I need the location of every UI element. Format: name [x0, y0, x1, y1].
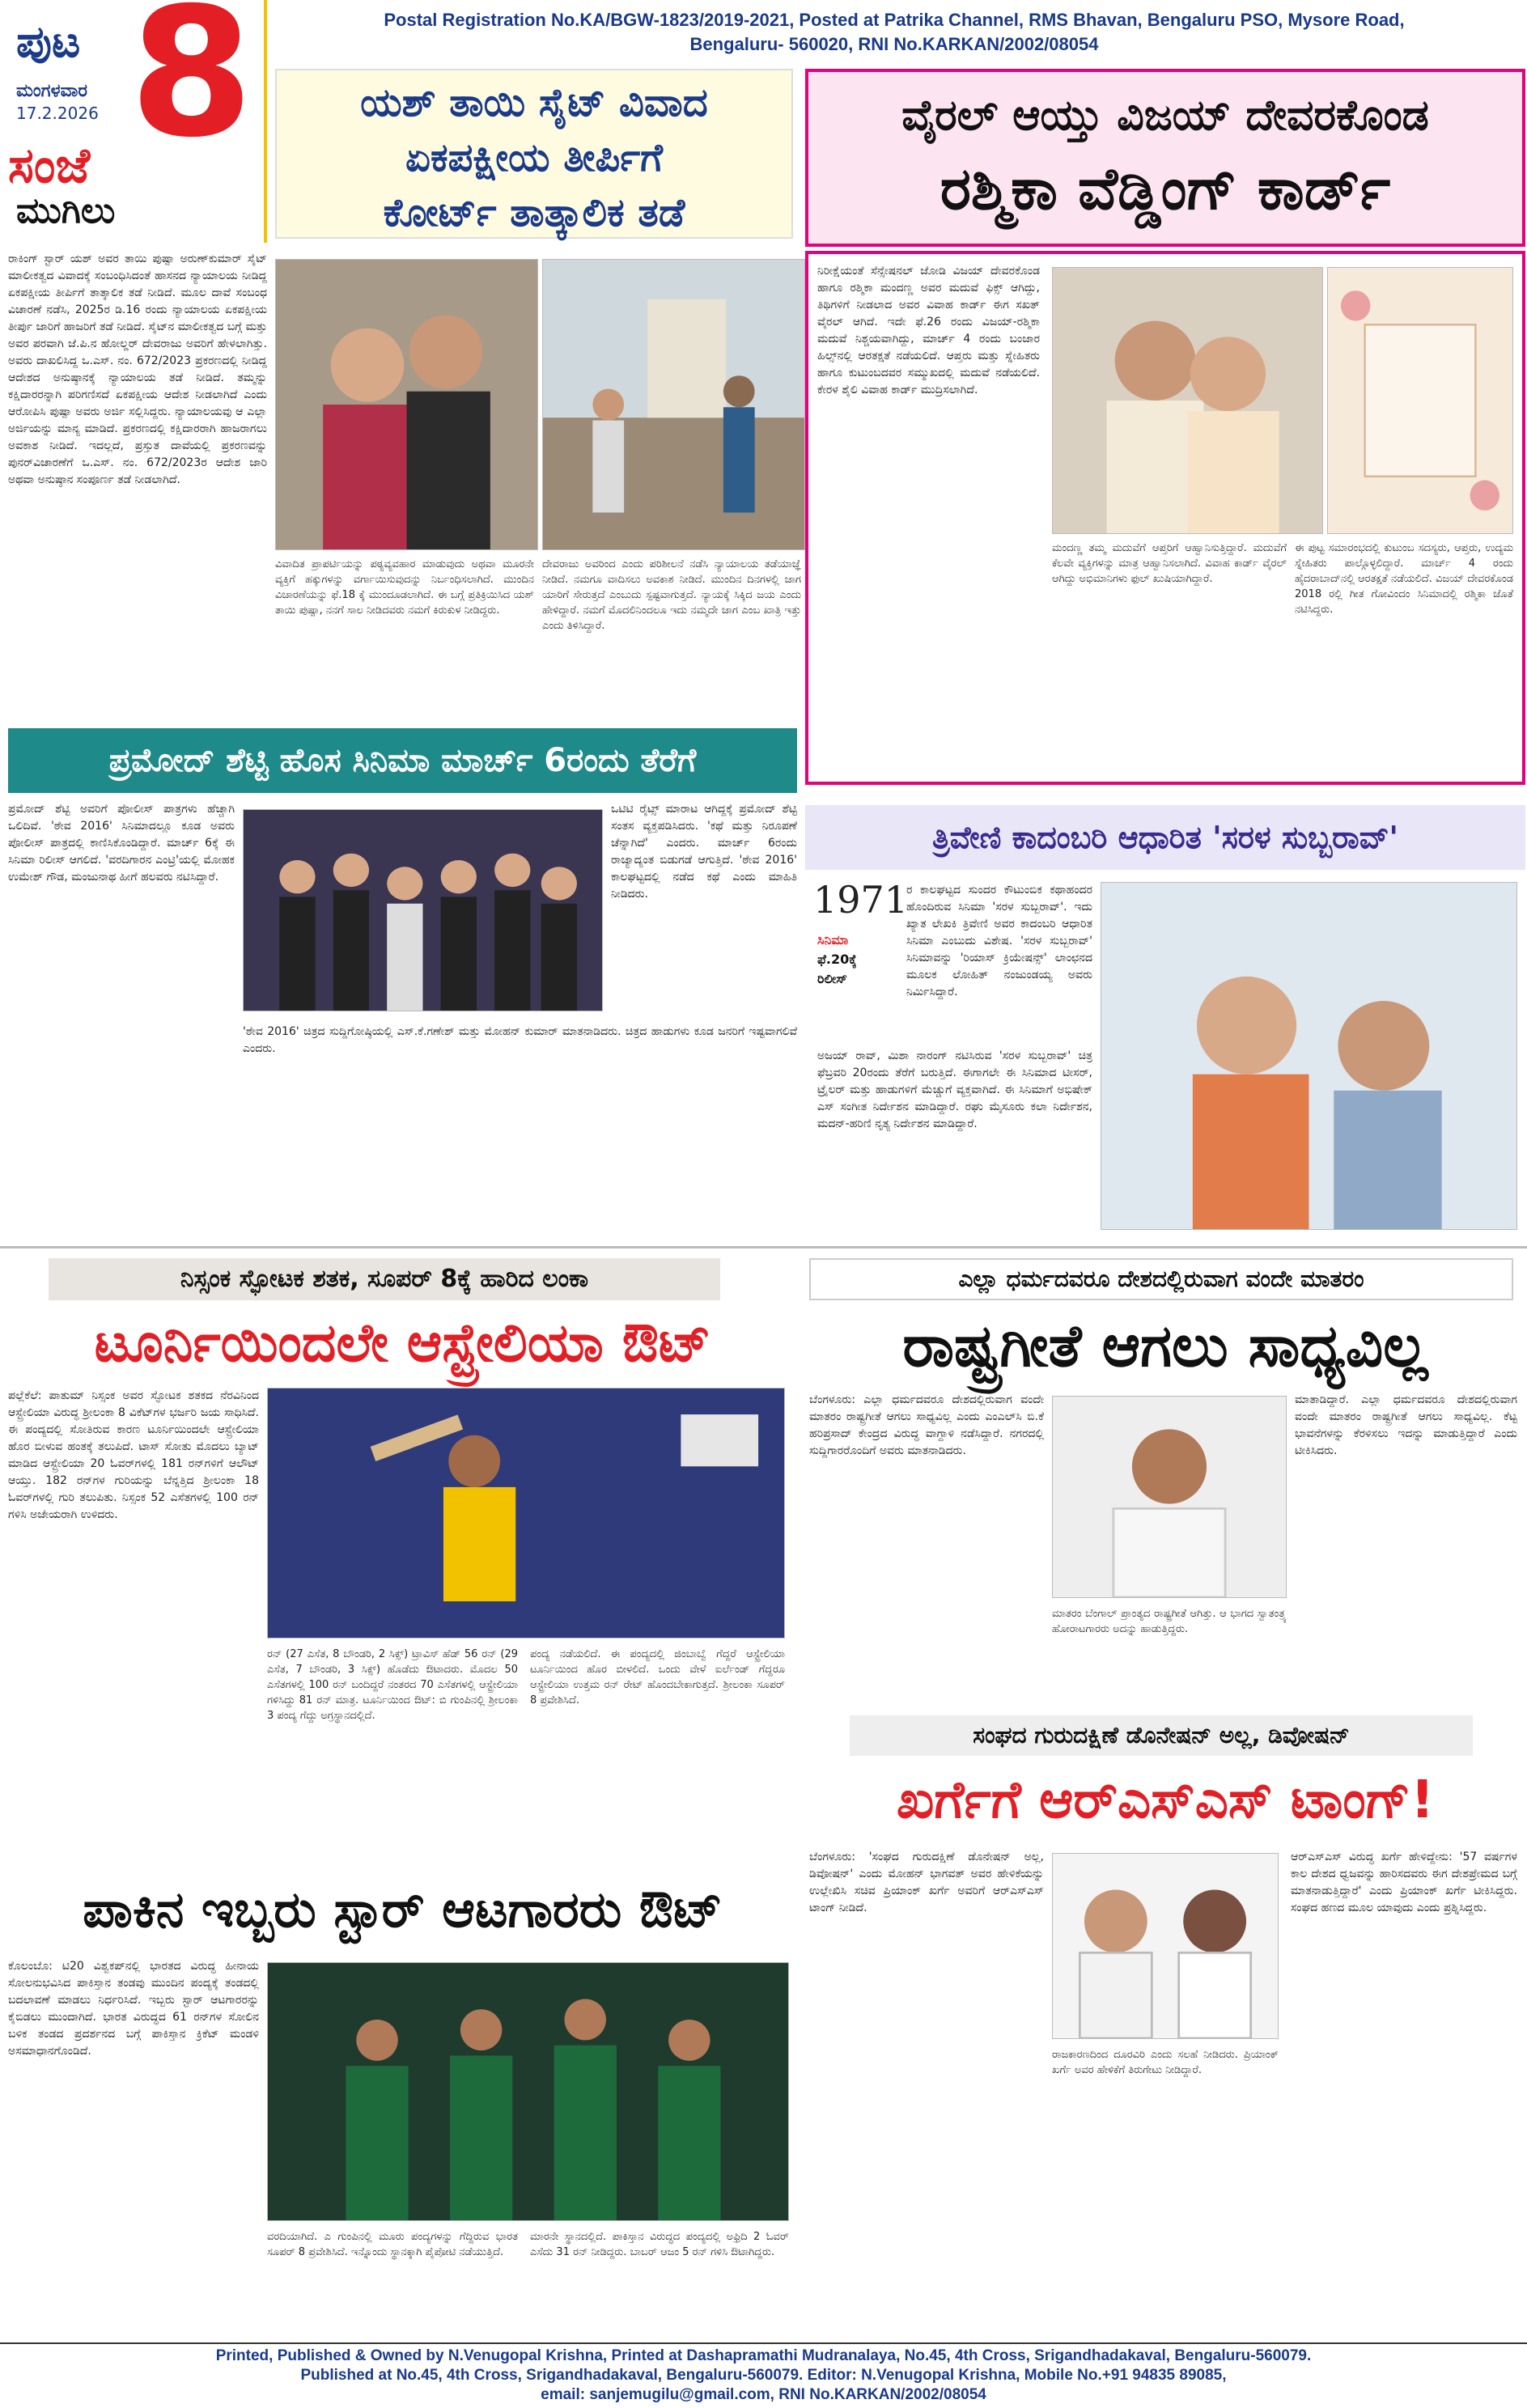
portrait-photo-icon	[276, 260, 537, 549]
rashmika-col-2: ಮಂದಣ್ಣ ತಮ್ಮ ಮದುವೆಗೆ ಆಪ್ತರಿಗೆ ಆಹ್ವಾನಿಸುತ್ತಿದ್ದಾರೆ. ಮದುವೆಗೆ ಕೆಲವೇ ವ್ಯಕ್ತಿಗಳನ್ನು ಮಾತ್ರ ಆಹ್ವಾನಿಸಲಾಗಿದೆ. ವಿವಾಹ ಕಾರ್ಡ್ ವೈರಲ್ ಆಗಿದ್ದು ಅಭಿಮಾನಿಗಳು ಫುಲ್ ಖುಷಿಯಾಗಿದ್ದಾರೆ.	[1052, 542, 1287, 585]
cricket-col-2: ರನ್ (27 ಎಸೆತ, 8 ಬೌಂಡರಿ, 2 ಸಿಕ್ಸ್) ಟ್ರಾವಿಸ್ ಹೆಡ್ 56 ರನ್ (29 ಎಸೆತ, 7 ಬೌಂಡರಿ, 3 ಸಿಕ್ಸ್) ಹೊಡೆದು ಔಟಾದರು. ಮೊದಲ 50 ಎಸೆತಗಳಲ್ಲಿ 100 ರನ್ ಬಂದಿದ್ದರೆ ನಂತರದ 70 ಎಸೆತಗಳಲ್ಲಿ ಆಸ್ಟ್ರೇಲಿಯಾ ಗಳಿಸಿದ್ದು 81 ರನ್ ಮಾತ್ರ. ಟೂರ್ನಿಯಿಂದ ಔಟ್: ಬಿ ಗುಂಪಿನಲ್ಲಿ ಶ್ರೀಲಂಕಾ 3 ಪಂದ್ಯ ಗೆದ್ದು ಅಗ್ರಸ್ಥಾನದಲ್ಲಿದೆ.	[267, 1648, 518, 1722]
footer-line-1: Printed, Published & Owned by N.Venugopal Krishna, Printed at Dashapramathi Mudranalaya, No.45, 4th Cross, Srigandhadakaval, Bengaluru-560079.	[215, 2347, 1312, 2364]
wedding-card-photo	[1327, 267, 1513, 534]
rashmika-col-3: ಈ ಪುಟ್ಟ ಸಮಾರಂಭದಲ್ಲಿ ಕುಟುಂಬ ಸದಸ್ಯರು, ಆಪ್ತರು, ಉದ್ಯಮ ಸ್ನೇಹಿತರು ಪಾಲ್ಗೊಳ್ಳಲಿದ್ದಾರೆ. ಮಾರ್ಚ್ 4 ರಂದು ಹೈದರಾಬಾದ್‌ನಲ್ಲಿ ಆರತಕ್ಷತೆ ನಡೆಯಲಿದೆ. ವಿಜಯ್ ದೇವರಕೊಂಡ 2018 ರಲ್ಲಿ ಗೀತ ಗೋವಿಂದಂ ಸಿನಿಮಾದಲ್ಲಿ ರಶ್ಮಿಕಾ ಜೊತೆ ನಟಿಸಿದ್ದರು.	[1295, 542, 1513, 616]
pramod-headline-band	[8, 728, 797, 793]
cricket-kicker	[49, 1258, 720, 1300]
wedding-card-icon	[1328, 268, 1512, 533]
pakistan-headline: ಪಾಕಿನ ಇಬ್ಬರು ಸ್ಟಾರ್ ಆಟಗಾರರು ಔಟ್	[83, 1880, 723, 1939]
cricket-photo-icon	[268, 1388, 784, 1638]
yash-mother-photo	[275, 259, 538, 550]
yash-headline-2: ಏಕಪಕ್ಷೀಯ ತೀರ್ಪಿಗೆ	[405, 135, 663, 180]
cricket-photo-icon	[268, 1963, 788, 2220]
cricket-col-1: ಪಲ್ಲೆಕೆಲೆ: ಪಾತುಮ್ ನಿಸ್ಸಂಕ ಅವರ ಸ್ಫೋಟಕ ಶತಕದ ನೆರವಿನಿಂದ ಆಸ್ಟ್ರೇಲಿಯಾ ವಿರುದ್ಧ ಶ್ರೀಲಂಕಾ 8 ವಿಕೆಟ್‌ಗಳ ಭರ್ಜರಿ ಜಯ ಸಾಧಿಸಿದೆ. ಈ ಪಂದ್ಯದಲ್ಲಿ ಸೋತಿರುವ ಕಾರಣ ಟೂರ್ನಿಯಿಂದಲೇ ಆಸ್ಟ್ರೇಲಿಯಾ ಹೊರ ಬೀಳುವ ಹಂತಕ್ಕೆ ತಲುಪಿದೆ. ಟಾಸ್ ಸೋತು ಮೊದಲು ಬ್ಯಾಟ್ ಮಾಡಿದ ಆಸ್ಟ್ರೇಲಿಯಾ 20 ಓವರ್‌ಗಳಲ್ಲಿ 181 ರನ್‌ಗಳಿಗೆ ಆಲೌಟ್ ಆಯ್ತು. 182 ರನ್‌ಗಳ ಗುರಿಯನ್ನು ಬೆನ್ನತ್ತಿದ ಶ್ರೀಲಂಕಾ 18 ಓವರ್‌ಗಳಲ್ಲಿ ಗುರಿ ತಲುಪಿತು. ನಿಸ್ಸಂಕ 52 ಎಸೆತಗಳಲ್ಲಿ 100 ರನ್ ಗಳಿಸಿ ಅಜೇಯರಾಗಿ ಉಳಿದರು.	[8, 1389, 259, 1521]
kharge-col-1: ಬೆಂಗಳೂರು: 'ಸಂಘದ ಗುರುದಕ್ಷಿಣೆ ಡೊನೇಷನ್ ಅಲ್ಲ, ಡಿವೋಷನ್' ಎಂದು ಮೋಹನ್ ಭಾಗವತ್ ಅವರ ಹೇಳಿಕೆಯನ್ನು ಉಲ್ಲೇಖಿಸಿ ಸಚಿವ ಪ್ರಿಯಾಂಕ್ ಖರ್ಗೆ ಅವರಿಗೆ ಆರ್‌ಎಸ್‌ಎಸ್ ಟಾಂಗ್ ನೀಡಿದೆ.	[809, 1851, 1044, 1914]
sarala-headline-box	[805, 805, 1525, 870]
tag-line-2: ಫೆ.20ಕ್ಕೆ	[817, 952, 857, 967]
kharge-kicker-text: ಸಂಘದ ಗುರುದಕ್ಷಿಣೆ ಡೊನೇಷನ್ ಅಲ್ಲ, ಡಿವೋಷನ್	[973, 1722, 1350, 1749]
yash-site-photo	[542, 259, 805, 550]
yash-headline-3: ಕೋರ್ಟ್ ತಾತ್ಕಾಲಿಕ ತಡೆ	[383, 190, 685, 235]
rashmika-headline-box	[805, 69, 1525, 247]
portrait-photo-icon	[1053, 1397, 1286, 1597]
group-photo-icon	[244, 810, 602, 1011]
kharge-kicker	[850, 1715, 1473, 1756]
footer	[0, 2347, 1527, 2408]
pakistan-col-1: ಕೊಲಂಬೊ: ಟಿ20 ವಿಶ್ವಕಪ್‌ನಲ್ಲಿ ಭಾರತದ ವಿರುದ್ಧ ಹೀನಾಯ ಸೋಲನುಭವಿಸಿದ ಪಾಕಿಸ್ತಾನ ತಂಡವು ಮುಂದಿನ ಪಂದ್ಯಕ್ಕೆ ತಂಡದಲ್ಲಿ ಬದಲಾವಣೆ ಮಾಡಲು ನಿರ್ಧರಿಸಿದೆ. ಇಬ್ಬರು ಸ್ಟಾರ್ ಆಟಗಾರರನ್ನು ಕೈಬಿಡಲು ಮುಂದಾಗಿದೆ. ಭಾರತ ವಿರುದ್ಧದ 61 ರನ್‌ಗಳ ಸೋಲಿನ ಬಳಿಕ ತಂಡದ ಪ್ರದರ್ಶನದ ಬಗ್ಗೆ ಪಾಕಿಸ್ತಾನ ಕ್ರಿಕೆಟ್ ಮಂಡಳಿ ಅಸಮಾಧಾನಗೊಂಡಿದೆ.	[8, 1960, 259, 2058]
tag-line-3: ರಿಲೀಸ್	[817, 971, 847, 986]
yash-col-2: ವಿವಾದಿತ ಪ್ರಾಪರ್ಟಿಯನ್ನು ಪಠ್ಯವ್ಯವಹಾರ ಮಾಡುವುದು ಅಥವಾ ಮೂರನೇ ವ್ಯಕ್ತಿಗೆ ಹಕ್ಕುಗಳನ್ನು ವರ್ಗಾಯಿಸುವುದನ್ನು ನಿರ್ಬಂಧಿಸಲಾಗಿದೆ. ಮುಂದಿನ ವಿಚಾರಣೆಯನ್ನು ಫೆ.18 ಕ್ಕೆ ಮುಂದೂಡಲಾಗಿದೆ. ಈ ಬಗ್ಗೆ ಪ್ರತಿಕ್ರಿಯಿಸಿದ ಯಶ್ ತಾಯಿ ಪುಷ್ಪಾ, ನನಗೆ ಸಾಲ ನೀಡಿದವರು ನಮಗೆ ಕಿರುಕುಳ ನೀಡಿದ್ದರು.	[275, 558, 534, 617]
yash-col-3: ದೇವರಾಜು ಅವರಿಂದ ಎಂದು ಪರಿಶೀಲನೆ ನಡೆಸಿ ನ್ಯಾಯಾಲಯ ತಡೆಯಾಜ್ಞೆ ನೀಡಿದೆ. ನಮಗೂ ವಾದಿಸಲು ಅವಕಾಶ ನೀಡಿದೆ. ಮುಂದಿನ ದಿನಗಳಲ್ಲಿ ಜಾಗ ಯಾರಿಗೆ ಸೇರುತ್ತದೆ ಎಂಬುದು ಸ್ಪಷ್ಟವಾಗುತ್ತದೆ. ನ್ಯಾಯಕ್ಕೆ ಸಿಕ್ಕಿದ ಜಯ ಎಂದು ಹೇಳಿದ್ದಾರೆ. ನಮಗೆ ಮೊದಲಿನಿಂದಲೂ ಇದು ನಮ್ಮದೇ ಜಾಗ ಎಂಬ ಖಾತ್ರಿ ಇತ್ತು ಎಂದು ತಿಳಿಸಿದ್ದಾರೆ.	[542, 558, 801, 632]
sarala-headline: ತ್ರಿವೇಣಿ ಕಾದಂಬರಿ ಆಧಾರಿತ 'ಸರಳ ಸುಬ್ಬರಾವ್'	[931, 820, 1399, 855]
yash-col-1: ರಾಕಿಂಗ್ ಸ್ಟಾರ್ ಯಶ್ ಅವರ ತಾಯಿ ಪುಷ್ಪಾ ಅರುಣ್‌ಕುಮಾರ್ ಸೈಟ್ ಮಾಲೀಕತ್ವದ ವಿವಾದಕ್ಕೆ ಸಂಬಂಧಿಸಿದಂತೆ ಹಾಸನದ ನ್ಯಾಯಾಲಯ ನೀಡಿದ್ದ ಏಕಪಕ್ಷೀಯ ತೀರ್ಪಿಗೆ ತಾತ್ಕಾಲಿಕ ತಡೆ ನೀಡಿದೆ. ಮೂಲ ದಾವೆ ಸಂಬಂಧ ವಿಚಾರಣೆ ನಡೆಸಿ, 2025ರ ಡಿ.16 ರಂದು ನ್ಯಾಯಾಲಯ ಏಕಪಕ್ಷೀಯ ತೀರ್ಪು ಜಾರಿಗೆ ಹಾಜರಿಗೆ ತಡೆ ನೀಡಿದೆ. ಸೈಟ್‌ನ ಮಾಲೀಕತ್ವದ ಬಗ್ಗೆ ಮತ್ತು ಅವರ ಪರವಾಗಿ ಜೆ.ಪಿ.ನ ಹೋಲ್ಡರ್ ದೇವರಾಜು ಅವರಿಗೆ ಹೇಳಲಾಗಿತ್ತು. ಅವರು ದಾಖಲಿಸಿದ್ದ ಒ.ಎಸ್. ನಂ. 672/2023 ಪ್ರಕರಣದಲ್ಲಿ ನೀಡಿದ್ದ ಆದೇಶದ ಅನುಷ್ಠಾನಕ್ಕೆ ನ್ಯಾಯಾಲಯ ತಡೆ ನೀಡಿದೆ. ತಮ್ಮನ್ನು ಕಕ್ಷಿದಾರರನ್ನಾಗಿ ಪರಿಗಣಿಸದೆ ಏಕಪಕ್ಷೀಯ ಆದೇಶ ನೀಡಲಾಗಿದೆ ಎಂದು ಆರೋಪಿಸಿ ಪುಷ್ಪಾ ಅವರು ಅರ್ಜಿ ಸಲ್ಲಿಸಿದ್ದರು. ನ್ಯಾಯಾಲಯವು ಆ ಎಲ್ಲಾ ಅರ್ಜಿಯನ್ನು ಮಾನ್ಯ ಮಾಡಿದೆ. ಪ್ರಕರಣದಲ್ಲಿ ಕಕ್ಷಿದಾರರಾಗಿ ಹಾಜರಾಗಲು ಅವಕಾಶ ನೀಡಿದೆ. ಇದಲ್ಲದೆ, ಪ್ರಸ್ತುತ ದಾವೆಯಲ್ಲಿ ಪ್ರಕರಣವನ್ನು ಪುನರ್‌ವಿಚಾರಣೆಗೆ ಒ.ಎಸ್. ನಂ. 672/2023ರ ಆದೇಶ ಜಾರಿ ಅಥವಾ ಅನುಷ್ಠಾನ ಸಂಪೂರ್ಣ ತಡೆ ನೀಡಲಾಗಿದೆ.	[8, 252, 267, 486]
pramod-headline: ಪ್ರಮೋದ್ ಶೆಟ್ಟಿ ಹೊಸ ಸಿನಿಮಾ ಮಾರ್ಚ್ 6ರಂದು ತೆರೆಗೆ	[108, 742, 697, 779]
pramod-col-1: ಪ್ರಮೋದ್ ಶೆಟ್ಟಿ ಅವರಿಗೆ ಪೋಲೀಸ್ ಪಾತ್ರಗಳು ಹೆಚ್ಚಾಗಿ ಒಲಿದಿವೆ. 'ಠೇವ 2016' ಸಿನಿಮಾದಲ್ಲೂ ಕೂಡ ಅವರು ಪೋಲೀಸ್ ಪಾತ್ರದಲ್ಲಿ ಕಾಣಿಸಿಕೊಂಡಿದ್ದಾರೆ. ಮಾರ್ಚ್ 6ಕ್ಕೆ ಈ ಸಿನಿಮಾ ರಿಲೀಸ್ ಆಗಲಿದೆ. 'ವರದಿಗಾರನ ಎಂಟ್ರಿ'ಯಲ್ಲಿ ಮೋಹಕ ಉಮೇಶ್ ಗೌಡ, ಮಂಜುನಾಥ ಹೀಗೆ ಹಲವರು ನಟಿಸಿದ್ದಾರೆ.	[8, 803, 235, 884]
footer-line-2: Published at No.45, 4th Cross, Srigandhadakaval, Bengaluru-560079. Editor: N.Venugopal Krishna, Mobile No.+91 94835 89085,	[300, 2367, 1227, 2384]
rashmika-headline-2: ರಶ್ಮಿಕಾ ವೆಡ್ಡಿಂಗ್ ಕಾರ್ಡ್	[940, 155, 1391, 223]
footer-line-3: email: sanjemugilu@gmail.com, RNI No.KARKAN/2002/08054	[541, 2386, 986, 2403]
masthead-logo	[0, 0, 267, 243]
kharge-col-3: ಆರ್‌ಎಸ್‌ಎಸ್ ವಿರುದ್ಧ ಖರ್ಗೆ ಹೇಳಿದ್ದೇನು: '57 ವರ್ಷಗಳ ಕಾಲ ದೇಶದ ಧ್ವಜವನ್ನು ಹಾರಿಸದವರು ಈಗ ದೇಶಪ್ರೇಮದ ಬಗ್ಗೆ ಮಾತನಾಡುತ್ತಿದ್ದಾರೆ' ಎಂದು ಪ್ರಿಯಾಂಕ್ ಖರ್ಗೆ ಟೀಕಿಸಿದ್ದರು. ಸಂಘದ ಹಣದ ಮೂಲ ಯಾವುದು ಎಂದು ಪ್ರಶ್ನಿಸಿದ್ದರು.	[1291, 1851, 1517, 1914]
rashmika-col-1: ನಿರೀಕ್ಷೆಯಂತೆ ಸೆನ್ಸೇಷನಲ್ ಜೋಡಿ ವಿಜಯ್ ದೇವರಕೊಂಡ ಹಾಗೂ ರಶ್ಮಿಕಾ ಮಂದಣ್ಣ ಅವರ ಮದುವೆ ಫಿಕ್ಸ್ ಆಗಿದ್ದು, ತಿಥಿಗಳಿಗೆ ನೀಡಲಾದ ಅವರ ವಿವಾಹ ಕಾರ್ಡ್ ಈಗ ಸಖತ್ ವೈರಲ್ ಆಗಿದೆ. ಇದೇ ಫೆ.26 ರಂದು ವಿಜಯ್-ರಶ್ಮಿಕಾ ಮದುವೆ ನಿಶ್ಚಯವಾಗಿದ್ದು, ಮಾರ್ಚ್ 4 ರಂದು ಬಂಜಾರ ಹಿಲ್ಸ್‌ನಲ್ಲಿ ಆರತಕ್ಷತೆ ನಡೆಯಲಿದೆ. ಆಪ್ತರು ಮತ್ತು ಸ್ನೇಹಿತರು ಹಾಗೂ ಕುಟುಂಬದವರ ಸಮ್ಮುಖದಲ್ಲಿ ಮದುವೆ ನಡೆಯಲಿದೆ. ಕೇರಳ ಶೈಲಿ ವಿವಾಹ ಕಾರ್ಡ್ ಮುದ್ರಿಸಲಾಗಿದೆ.	[817, 265, 1040, 396]
cricket-kicker-text: ನಿಸ್ಸಂಕ ಸ್ಫೋಟಕ ಶತಕ, ಸೂಪರ್ 8ಕ್ಕೆ ಹಾರಿದ ಲಂಕಾ	[180, 1265, 589, 1293]
hariprasad-photo	[1052, 1396, 1287, 1598]
couple-photo-icon	[1053, 268, 1322, 533]
cricket-headline: ಟೂರ್ನಿಯಿಂದಲೇ ಆಸ್ಟ್ರೇಲಿಯಾ ಔಟ್	[94, 1312, 711, 1374]
pramod-cast-photo	[243, 809, 603, 1011]
pakistan-col-2: ವರದಿಯಾಗಿದೆ. ಎ ಗುಂಪಿನಲ್ಲಿ ಮೂರು ಪಂದ್ಯಗಳನ್ನು ಗೆದ್ದಿರುವ ಭಾರತ ಸೂಪರ್ 8 ಪ್ರವೇಶಿಸಿದೆ. ಇನ್ನೊಂದು ಸ್ಥಾನಕ್ಕಾಗಿ ಪೈಪೋಟಿ ನಡೆಯುತ್ತಿದೆ.	[267, 2231, 518, 2258]
postal-line-1: Postal Registration No.KA/BGW-1823/2019-2021, Posted at Patrika Channel, RMS Bhavan, Bengaluru PSO, Mysore Road,	[384, 10, 1405, 30]
paper-name-sanje: ಸಂಜೆ	[8, 138, 91, 194]
kharge-headline: ಖರ್ಗೆಗೆ ಆರ್‌ಎಸ್‌ಎಸ್ ಟಾಂಗ್!	[896, 1770, 1435, 1830]
paper-name-mugilu: ಮುಗಿಲು	[16, 190, 116, 231]
pakistan-photo	[267, 1962, 789, 2221]
cricket-photo	[267, 1388, 785, 1639]
anthem-kicker	[809, 1258, 1513, 1300]
anthem-headline: ರಾಷ್ಟ್ರಗೀತೆ ಆಗಲು ಸಾಧ್ಯವಿಲ್ಲ	[902, 1312, 1428, 1380]
yash-headline-box	[275, 69, 793, 239]
page-number: 8	[129, 0, 254, 176]
rashmika-headline-1: ವೈರಲ್ ಆಯ್ತು ವಿಜಯ್ ದೇವರಕೊಂಡ	[901, 91, 1429, 140]
couple-photo-icon	[1101, 883, 1516, 1229]
tag-line-1: ಸಿನಿಮಾ	[817, 932, 849, 948]
cricket-col-3: ಪಂದ್ಯ ನಡೆಯಲಿದೆ. ಈ ಪಂದ್ಯದಲ್ಲಿ ಜಿಂಬಾಬ್ವೆ ಗೆದ್ದರೆ ಆಸ್ಟ್ರೇಲಿಯಾ ಟೂರ್ನಿಯಿಂದ ಹೊರ ಬೀಳಲಿದೆ. ಒಂದು ವೇಳೆ ಐರ್ಲೆಂಡ್ ಗೆದ್ದರೂ ಆಸ್ಟ್ರೇಲಿಯಾ ಉತ್ತಮ ರನ್ ರೇಟ್ ಹೊಂದಬೇಕಾಗುತ್ತದೆ. ಶ್ರೀಲಂಕಾ ಸೂಪರ್ 8 ಪ್ರವೇಶಿಸಿದೆ.	[530, 1648, 785, 1706]
weekday: ಮಂಗಳವಾರ	[16, 81, 88, 101]
site-photo-icon	[543, 260, 804, 549]
footer-rule	[0, 2342, 1527, 2344]
pakistan-col-3: ಮಾರನೇ ಸ್ಥಾನದಲ್ಲಿದೆ. ಪಾಕಿಸ್ತಾನ ವಿರುದ್ಧದ ಪಂದ್ಯದಲ್ಲಿ ಅಫ್ರಿದಿ 2 ಓವರ್ ಎಸೆದು 31 ರನ್ ನೀಡಿದ್ದರು. ಬಾಬರ್ ಆಜಂ 5 ರನ್ ಗಳಿಸಿ ಔಟಾಗಿದ್ದರು.	[530, 2231, 789, 2258]
anthem-col-1: ಬೆಂಗಳೂರು: ಎಲ್ಲಾ ಧರ್ಮದವರೂ ದೇಶದಲ್ಲಿರುವಾಗ ವಂದೇ ಮಾತರಂ ರಾಷ್ಟ್ರಗೀತೆ ಆಗಲು ಸಾಧ್ಯವಿಲ್ಲ ಎಂದು ಎಂಎಲ್‌ಸಿ ಬಿ.ಕೆ ಹರಿಪ್ರಸಾದ್ ಕೇಂದ್ರದ ವಿರುದ್ಧ ವಾಗ್ದಾಳಿ ನಡೆಸಿದ್ದಾರೆ. ನಗರದಲ್ಲಿ ಸುದ್ದಿಗಾರರೊಂದಿಗೆ ಅವರು ಮಾತನಾಡಿದರು.	[809, 1393, 1044, 1457]
section-divider	[0, 1246, 1527, 1249]
kharge-photo-caption: ರಾಜಕಾರಣದಿಂದ ದೂರವಿರಿ ಎಂದು ಸಲಹೆ ನೀಡಿದರು. ಪ್ರಿಯಾಂಕ್ ಖರ್ಗೆ ಅವರ ಹೇಳಿಕೆಗೆ ತಿರುಗೇಟು ನೀಡಿದ್ದಾರೆ.	[1052, 2049, 1279, 2076]
sarala-year: 1971	[813, 878, 909, 922]
issue-date: 17.2.2026	[16, 104, 99, 123]
sarala-photo	[1101, 882, 1517, 1230]
rashmika-couple-photo	[1052, 267, 1323, 534]
sarala-body-1: ರ ಕಾಲಘಟ್ಟದ ಸುಂದರ ಕೌಟುಂಬಿಕ ಕಥಾಹಂದರ ಹೊಂದಿರುವ ಸಿನಿಮಾ 'ಸರಳ ಸುಬ್ಬರಾವ್'. ಇದು ಖ್ಯಾತ ಲೇಖಕಿ ತ್ರಿವೇಣಿ ಅವರ ಕಾದಂಬರಿ ಆಧಾರಿತ ಸಿನಿಮಾ ಎಂಬುದು ವಿಶೇಷ. 'ಸರಳ ಸುಬ್ಬರಾವ್' ಸಿನಿಮಾವನ್ನು 'ರಿಯಾಸ್ ಕ್ರಿಯೇಷನ್ಸ್' ಲಾಂಛನದ ಮೂಲಕ ಲೋಹಿತ್ ನಂಜುಂಡಯ್ಯ ಅವರು ನಿರ್ಮಿಸಿದ್ದಾರೆ.	[906, 884, 1092, 998]
portrait-photo-icon	[1053, 1854, 1278, 2038]
anthem-photo-caption: ಮಾತರಂ ಬೆಂಗಾಲ್ ಪ್ರಾಂತ್ಯದ ರಾಷ್ಟ್ರಗೀತೆ ಆಗಿತ್ತು. ಆ ಭಾಗದ ಸ್ವಾತಂತ್ರ್ಯ ಹೋರಾಟಗಾರರು ಅದನ್ನು ಹಾಡುತ್ತಿದ್ದರು.	[1052, 1608, 1287, 1635]
puta-label: ಪುಟ	[16, 16, 81, 67]
postal-line-2: Bengaluru- 560020, RNI No.KARKAN/2002/08054	[689, 34, 1099, 54]
bhagwat-kharge-photo	[1052, 1853, 1279, 2039]
pramod-col-3: ಒಟಿಟಿ ರೈಟ್ಸ್ ಮಾರಾಟ ಆಗಿದ್ದಕ್ಕೆ ಪ್ರಮೋದ್ ಶೆಟ್ಟಿ ಸಂತಸ ವ್ಯಕ್ತಪಡಿಸಿದರು. 'ಕಥೆ ಮತ್ತು ನಿರೂಪಣೆ ಚೆನ್ನಾಗಿದೆ' ಎಂದರು. ಮಾರ್ಚ್ 6ರಂದು ರಾಜ್ಯಾದ್ಯಂತ ಬಿಡುಗಡೆ ಆಗುತ್ತಿದೆ. 'ಠೇವ 2016' ಕಾಲಘಟ್ಟದಲ್ಲಿ ನಡೆದ ಕಥೆ ಎಂದು ಮಾಹಿತಿ ನೀಡಿದರು.	[611, 803, 797, 901]
postal-registration	[275, 8, 1513, 57]
pramod-col-2: 'ಠೇವ 2016' ಚಿತ್ರದ ಸುದ್ದಿಗೋಷ್ಠಿಯಲ್ಲಿ ಎಸ್.ಕೆ.ಗಣೇಶ್ ಮತ್ತು ಮೋಹನ್ ಕುಮಾರ್ ಮಾತನಾಡಿದರು. ಚಿತ್ರದ ಹಾಡುಗಳು ಕೂಡ ಜನರಿಗೆ ಇಷ್ಟವಾಗಲಿವೆ ಎಂದರು.	[243, 1025, 797, 1055]
anthem-col-2: ಮಾತಾಡಿದ್ದಾರೆ. ಎಲ್ಲಾ ಧರ್ಮದವರೂ ದೇಶದಲ್ಲಿರುವಾಗ ವಂದೇ ಮಾತರಂ ರಾಷ್ಟ್ರಗೀತೆ ಆಗಲು ಸಾಧ್ಯವಿಲ್ಲ. ಕೆಟ್ಟ ಭಾವನೆಗಳನ್ನು ಕೆರಳಿಸಲು ಇದನ್ನು ಮಾಡುತ್ತಿದ್ದಾರೆ ಎಂದು ಟೀಕಿಸಿದರು.	[1295, 1393, 1517, 1457]
sarala-release-tag	[817, 931, 898, 989]
anthem-kicker-text: ಎಲ್ಲಾ ಧರ್ಮದವರೂ ದೇಶದಲ್ಲಿರುವಾಗ ವಂದೇ ಮಾತರಂ	[958, 1265, 1364, 1292]
yash-headline-1: ಯಶ್ ತಾಯಿ ಸೈಟ್ ವಿವಾದ	[360, 80, 708, 125]
sarala-body-2: ಅಜಯ್ ರಾವ್, ಮಿಶಾ ನಾರಂಗ್ ನಟಿಸಿರುವ 'ಸರಳ ಸುಬ್ಬರಾವ್' ಚಿತ್ರ ಫೆಬ್ರವರಿ 20ರಂದು ತೆರೆಗೆ ಬರುತ್ತಿದೆ. ಈಗಾಗಲೇ ಈ ಸಿನಿಮಾದ ಟೀಸರ್, ಟ್ರೈಲರ್ ಮತ್ತು ಹಾಡುಗಳಿಗೆ ಮೆಚ್ಚುಗೆ ವ್ಯಕ್ತವಾಗಿದೆ. ಈ ಸಿನಿಮಾಗೆ ಅಭಿಷೇಕ್ ಎಸ್ ಸಂಗೀತ ನಿರ್ದೇಶನ ಮಾಡಿದ್ದಾರೆ. ರಘು ಮೈಸೂರು ಕಲಾ ನಿರ್ದೇಶನ, ಮದನ್-ಹರಿಣಿ ನೃತ್ಯ ನಿರ್ದೇಶನ ಮಾಡಿದ್ದಾರೆ.	[817, 1049, 1092, 1130]
